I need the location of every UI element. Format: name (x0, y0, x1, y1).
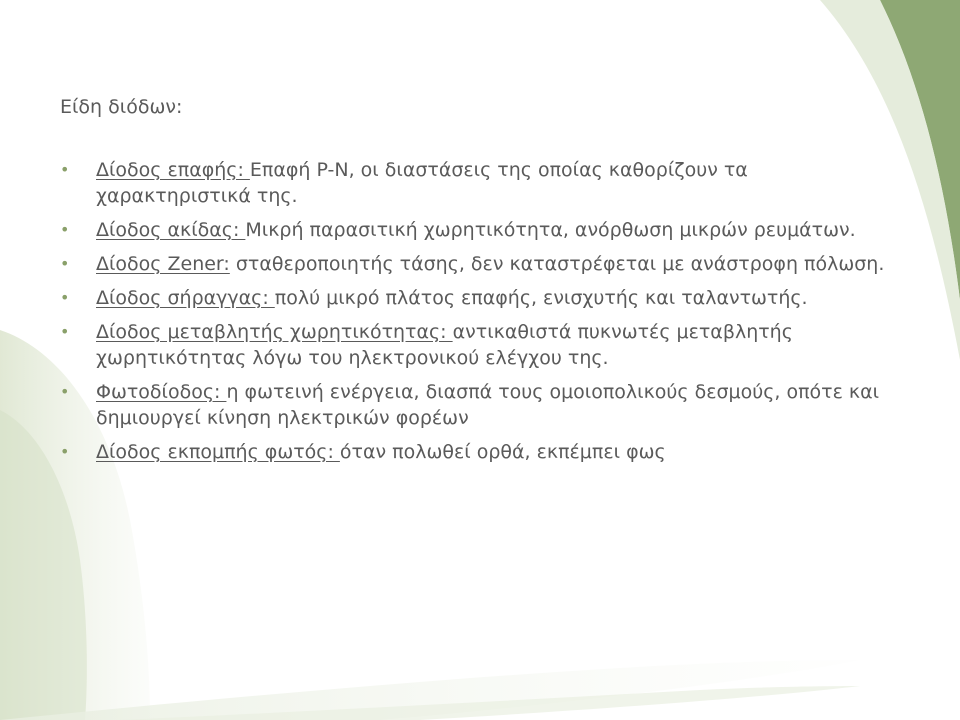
item-term: Δίοδος επαφής: (96, 159, 250, 181)
item-term: Δίοδος σήραγγας: (96, 287, 275, 309)
item-text: η φωτεινή ενέργεια, διασπά τους ομοιοπολικούς δεσμούς, οπότε και δημιουργεί κίνηση ηλεκτρικών φορέων (96, 381, 880, 429)
list-item (60, 319, 900, 371)
slide-heading: Είδη διόδων: (60, 96, 183, 118)
item-term: Δίοδος εκπομπής φωτός: (96, 441, 340, 463)
bullet-icon: • (60, 382, 70, 401)
bullet-icon: • (60, 442, 70, 461)
item-text: σταθεροποιητής τάσης, δεν καταστρέφεται με ανάστροφη πόλωση. (229, 253, 885, 275)
item-term: Δίοδος Zener: (96, 253, 230, 275)
bullet-icon: • (60, 160, 70, 179)
item-term: Δίοδος ακίδας: (96, 219, 246, 241)
bullet-icon: • (60, 254, 70, 273)
list-item (60, 439, 900, 465)
bullet-icon: • (60, 288, 70, 307)
item-text: αντικαθιστά πυκνωτές μεταβλητής χωρητικότητας λόγω του ηλεκτρονικού ελέγχου της. (96, 321, 793, 369)
list-item (60, 217, 900, 243)
list-item (60, 157, 900, 209)
item-term: Φωτοδίοδος: (96, 381, 227, 403)
bullet-icon: • (60, 220, 70, 239)
item-text: Επαφή P-N, οι διαστάσεις της οποίας καθορίζουν τα χαρακτηριστικά της. (96, 159, 748, 207)
content-area (60, 93, 900, 473)
list-item (60, 285, 900, 311)
item-text: όταν πολωθεί ορθά, εκπέμπει φως (339, 441, 666, 463)
item-text: πολύ μικρό πλάτος επαφής, ενισχυτής και ταλαντωτής. (274, 287, 808, 309)
bullet-icon: • (60, 322, 70, 341)
diode-types-list (60, 157, 900, 465)
item-term: Δίοδος μεταβλητής χωρητικότητας: (96, 321, 453, 343)
item-text: Μικρή παρασιτική χωρητικότητα, ανόρθωση μικρών ρευμάτων. (245, 219, 856, 241)
list-item (60, 379, 900, 431)
list-item (60, 251, 900, 277)
